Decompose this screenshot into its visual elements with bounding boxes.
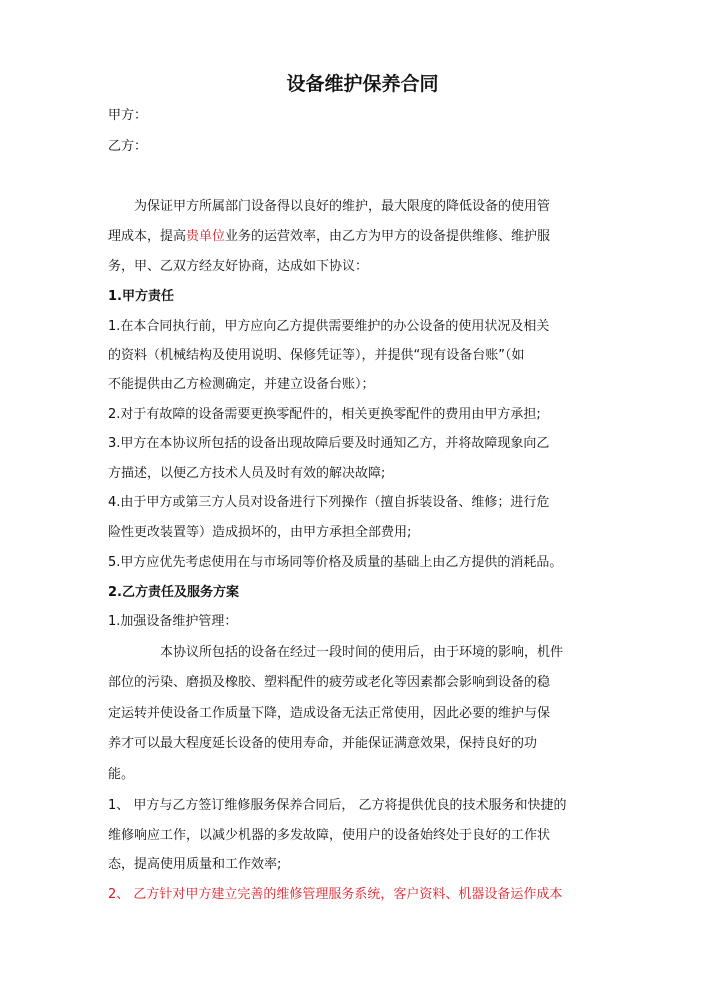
intro-line-3: 务，甲、乙双方经友好协商，达成如下协议： xyxy=(108,259,369,274)
section-2-heading: 2.乙方责任及服务方案 xyxy=(108,585,239,600)
section-2-paragraph-line: 能。 xyxy=(108,767,135,782)
section-2-subheading: 1.加强设备维护管理： xyxy=(108,614,238,629)
section-2-paragraph-line: 部位的污染、磨损及橡胶、塑料配件的疲劳或老化等因素都会影响到设备的稳 xyxy=(108,675,551,690)
section-2-paragraph-line: 定运转并使设备工作质量下降，造成设备无法正常使用，因此必要的维护与保 xyxy=(108,706,551,721)
section-1-line: 3.甲方在本协议所包括的设备出现故障后要及时通知乙方，并将故障现象向乙 xyxy=(108,436,550,451)
intro-highlight: 贵单位 xyxy=(186,229,226,244)
section-2-item-2-line: 2、 乙方针对甲方建立完善的维修管理服务系统，客户资料、机器设备运作成本 xyxy=(108,887,563,902)
document-title: 设备维护保养合同 xyxy=(286,73,439,95)
section-1-line: 2.对于有故障的设备需要更换零配件的，相关更换零配件的费用由甲方承担; xyxy=(108,407,541,422)
section-1-line: 的资料（机械结构及使用说明、保修凭证等），并提供“现有设备台账”（如 xyxy=(108,348,525,363)
section-1-line: 1.在本合同执行前，甲方应向乙方提供需要维护的办公设备的使用状况及相关 xyxy=(108,319,550,334)
section-1-heading: 1.甲方责任 xyxy=(108,289,174,304)
section-1-line: 方描述，以便乙方技术人员及时有效的解决故障; xyxy=(108,466,386,481)
section-1-line: 5.甲方应优先考虑使用在与市场同等价格及质量的基础上由乙方提供的消耗品。 xyxy=(108,555,563,570)
section-2-paragraph-line: 养才可以最大程度延长设备的使用寿命，并能保证满意效果，保持良好的功 xyxy=(108,736,538,751)
intro-line-2-post: 业务的运营效率，由乙方为甲方的设备提供维修、维护服 xyxy=(225,229,551,244)
section-1-line: 4.由于甲方或第三方人员对设备进行下列操作（擅自拆装设备、维修；进行危 xyxy=(108,495,550,510)
party-b-label: 乙方： xyxy=(108,139,148,154)
intro-line-2 xyxy=(108,228,550,246)
section-2-item-1-line: 1、 甲方与乙方签订维修服务保养合同后， 乙方将提供优良的技术服务和快捷的 xyxy=(108,798,567,813)
section-1-line: 不能提供由乙方检测确定，并建立设备台账）； xyxy=(108,377,375,392)
section-2-paragraph-line: 本协议所包括的设备在经过一段时间的使用后，由于环境的影响，机件 xyxy=(160,645,564,660)
intro-line-1: 为保证甲方所属部门设备得以良好的维护，最大限度的降低设备的使用管 xyxy=(134,199,551,214)
section-2-item-1-line: 维修响应工作，以减少机器的多发故障，使用户的设备始终处于良好的工作状 xyxy=(108,828,551,843)
section-2-item-1-line: 态，提高使用质量和工作效率; xyxy=(108,857,282,872)
section-1-line: 险性更改装置等）造成损坏的，由甲方承担全部费用; xyxy=(108,525,412,540)
intro-line-2-pre: 理成本，提高 xyxy=(108,229,187,244)
party-a-label: 甲方： xyxy=(108,108,148,123)
